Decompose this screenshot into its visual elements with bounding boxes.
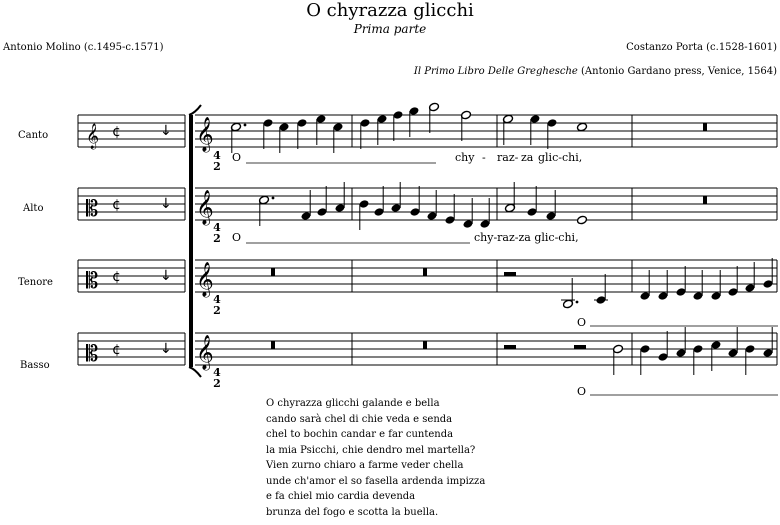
rest-icon xyxy=(504,272,516,276)
note-head xyxy=(728,266,739,297)
treble-clef-icon: 𝄞 xyxy=(196,335,214,370)
staff-lines xyxy=(78,115,777,365)
lyric-canto-za: za xyxy=(521,151,534,164)
note-head xyxy=(640,344,651,375)
piece-subtitle: Prima parte xyxy=(353,22,427,36)
note-head xyxy=(463,198,474,229)
note-head xyxy=(301,190,312,221)
note-head xyxy=(547,118,558,149)
note-head xyxy=(745,344,756,375)
note-head xyxy=(335,182,346,213)
composer-credit: Costanzo Porta (c.1528-1601) xyxy=(626,42,777,53)
voice-name-basso: Basso xyxy=(20,360,50,371)
incipit-clefs xyxy=(86,123,172,367)
incipit-note-icon: ↓ xyxy=(160,341,172,357)
source-publisher: (Antonio Gardano press, Venice, 1564) xyxy=(577,66,777,77)
note-head xyxy=(377,114,388,145)
piece-title: O chyrazza glicchi xyxy=(306,0,474,21)
note-head xyxy=(728,327,739,358)
note-head xyxy=(461,110,472,141)
note-head xyxy=(711,340,722,371)
note-head xyxy=(505,182,516,213)
note-head xyxy=(480,198,491,229)
note-head xyxy=(393,110,404,141)
lyric-canto-hyphen: - xyxy=(482,151,486,164)
note-head xyxy=(745,262,756,293)
note-head xyxy=(427,190,438,221)
note-head xyxy=(333,122,344,153)
lyric-canto-chy: chy xyxy=(455,151,475,164)
barlines xyxy=(78,115,777,365)
mensuration-sign-icon: ¢ xyxy=(112,342,121,358)
lyric-alto-chyrazza: chy-raz-za glic-chi, xyxy=(474,231,579,244)
lyric-canto-o: O xyxy=(232,151,242,164)
note-head xyxy=(410,186,421,217)
note-head xyxy=(676,327,687,358)
poem-text xyxy=(266,396,485,520)
lyric-tenore-o: O xyxy=(577,316,587,329)
note-head xyxy=(503,114,514,145)
incipit-note-icon: ↓ xyxy=(160,123,172,139)
poem-line: Vien zurno chiaro a farme veder chella xyxy=(266,460,464,471)
incipit-note-icon: ↓ xyxy=(160,196,172,212)
note-head xyxy=(445,194,456,225)
note-head xyxy=(640,270,651,301)
incipit-note-icon: ↓ xyxy=(160,268,172,284)
rest-icon xyxy=(703,123,707,131)
note-head xyxy=(316,114,327,145)
poem-line: chel to bochin candar e far cuntenda xyxy=(266,429,454,440)
time-signature-basso: 4 2 xyxy=(213,366,221,390)
note-head xyxy=(297,118,308,149)
voice-name-tenore: Tenore xyxy=(18,277,53,288)
mensuration-sign-icon: ¢ xyxy=(112,197,121,213)
note-head xyxy=(763,327,774,358)
treble-clef-icon: 𝄞 xyxy=(196,117,214,152)
note-head xyxy=(594,274,608,305)
note-head xyxy=(658,331,669,362)
poem-line: O chyrazza glicchi galande e bella xyxy=(266,398,440,409)
note-head xyxy=(279,122,290,153)
note-head xyxy=(527,186,538,217)
mensuration-sign-icon: ¢ xyxy=(112,124,121,140)
rest-icon xyxy=(271,268,275,276)
lyric-basso-o: O xyxy=(577,385,587,398)
lyric-alto-o: O xyxy=(232,231,242,244)
time-signature-tenore: 4 2 xyxy=(213,293,221,317)
source-book-title: Il Primo Libro Delle Greghesche xyxy=(413,66,578,77)
poem-line: la mia Psicchi, chie dendro mel martella? xyxy=(266,444,476,456)
note-head xyxy=(429,102,440,133)
rest-icon xyxy=(703,196,707,204)
note-head xyxy=(231,122,247,153)
note-head xyxy=(259,195,275,226)
poem-line: brunza del fogo e scotta la buella. xyxy=(266,506,439,518)
note-head xyxy=(263,118,274,149)
note-head xyxy=(658,270,669,301)
time-signature-alto: 4 2 xyxy=(213,221,221,245)
treble-clef-icon: 𝄞 xyxy=(196,190,214,225)
treble-clef-icon: 𝄞 xyxy=(196,262,214,297)
incipit-clef-icon: 𝄡 xyxy=(86,342,99,367)
note-head xyxy=(360,118,371,149)
lyric-canto-glicchi: glic-chi, xyxy=(538,151,583,164)
note-head xyxy=(546,190,557,221)
rest-icon xyxy=(423,341,427,349)
voice-name-alto: Alto xyxy=(23,203,44,214)
note-head xyxy=(763,258,774,289)
incipit-clef-icon: 𝄡 xyxy=(86,197,99,222)
poem-line: cando sarà chel di chie veda e senda xyxy=(266,413,453,425)
incipit-clef-icon: 𝄡 xyxy=(86,269,99,294)
note-head xyxy=(317,186,328,217)
note-head xyxy=(561,278,578,309)
note-head xyxy=(391,182,402,213)
rest-icon xyxy=(504,345,516,349)
note-head xyxy=(693,270,704,301)
note-head xyxy=(693,344,704,375)
poem-line: e fa chiel mio cardia devenda xyxy=(266,491,416,502)
note-head xyxy=(577,122,588,132)
rest-icon xyxy=(423,268,427,276)
time-signature-canto: 4 2 xyxy=(213,149,221,173)
poem-line: unde ch'amor el so fasella ardenda impizza xyxy=(266,475,486,487)
rest-icon xyxy=(574,345,586,349)
incipit-clef-icon: 𝄞 xyxy=(86,124,100,149)
poet-credit: Antonio Molino (c.1495-c.1571) xyxy=(3,42,164,53)
note-head xyxy=(359,199,370,230)
voice-name-canto: Canto xyxy=(18,130,49,141)
note-head xyxy=(577,215,588,225)
mensuration-sign-icon: ¢ xyxy=(112,269,121,285)
note-head xyxy=(530,114,541,145)
note-head xyxy=(676,266,687,297)
note-head xyxy=(613,344,624,375)
note-head xyxy=(409,106,420,137)
note-head xyxy=(374,186,385,217)
note-head xyxy=(711,270,722,301)
lyric-canto-raz: raz- xyxy=(497,151,519,164)
rest-icon xyxy=(271,341,275,349)
